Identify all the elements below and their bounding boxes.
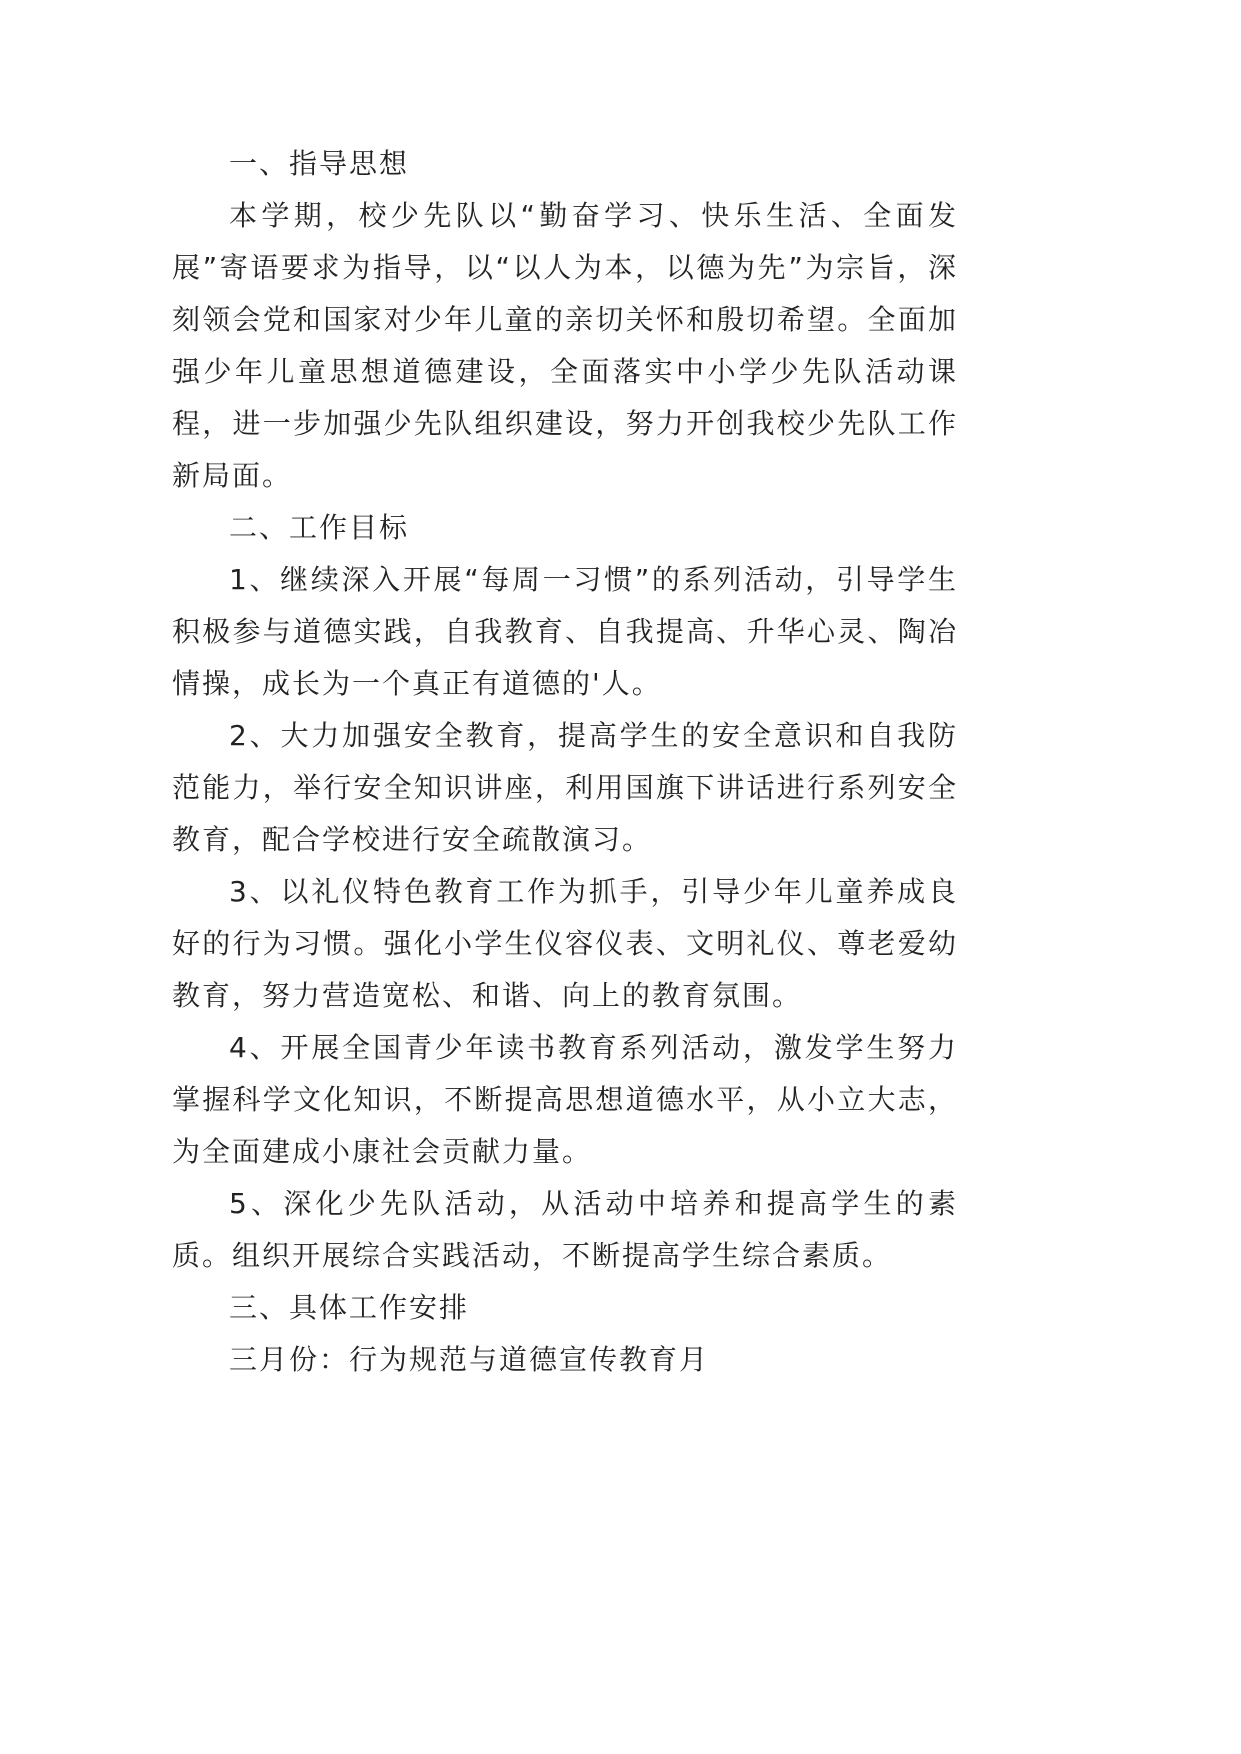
month-item-march: 三月份：行为规范与道德宣传教育月 <box>229 1343 710 1376</box>
goal-item-5: 5、深化少先队活动，从活动中培养和提高学生的素质。组织开展综合实践活动，不断提高学生综合素质。 <box>172 1187 958 1272</box>
goal-item-4: 4、开展全国青少年读书教育系列活动，激发学生努力掌握科学文化知识，不断提高思想道德水平，从小立大志，为全面建成小康社会贡献力量。 <box>172 1031 958 1168</box>
paragraph-guiding-ideology: 本学期，校少先队以“勤奋学习、快乐生活、全面发展”寄语要求为指导，以“以人为本，以德为先”为宗旨，深刻领会党和国家对少年儿童的亲切关怀和殷切希望。全面加强少年儿童思想道德建设，全面落实中小学少先队活动课程，进一步加强少先队组织建设，努力开创我校少先队工作新局面。 <box>172 199 958 492</box>
goal-item-2: 2、大力加强安全教育，提高学生的安全意识和自我防范能力，举行安全知识讲座，利用国旗下讲话进行系列安全教育，配合学校进行安全疏散演习。 <box>172 719 958 856</box>
section-heading-work-arrangement: 三、具体工作安排 <box>229 1291 470 1324</box>
goal-item-1: 1、继续深入开展“每周一习惯”的系列活动，引导学生积极参与道德实践，自我教育、自我提高、升华心灵、陶冶情操，成长为一个真正有道德的'人。 <box>172 563 958 700</box>
goal-item-3: 3、以礼仪特色教育工作为抓手，引导少年儿童养成良好的行为习惯。强化小学生仪容仪表、文明礼仪、尊老爱幼教育，努力营造宽松、和谐、向上的教育氛围。 <box>172 875 958 1012</box>
document-body <box>172 138 958 1386</box>
section-heading-guiding-ideology: 一、指导思想 <box>229 147 410 180</box>
section-heading-work-goals: 二、工作目标 <box>229 511 410 544</box>
